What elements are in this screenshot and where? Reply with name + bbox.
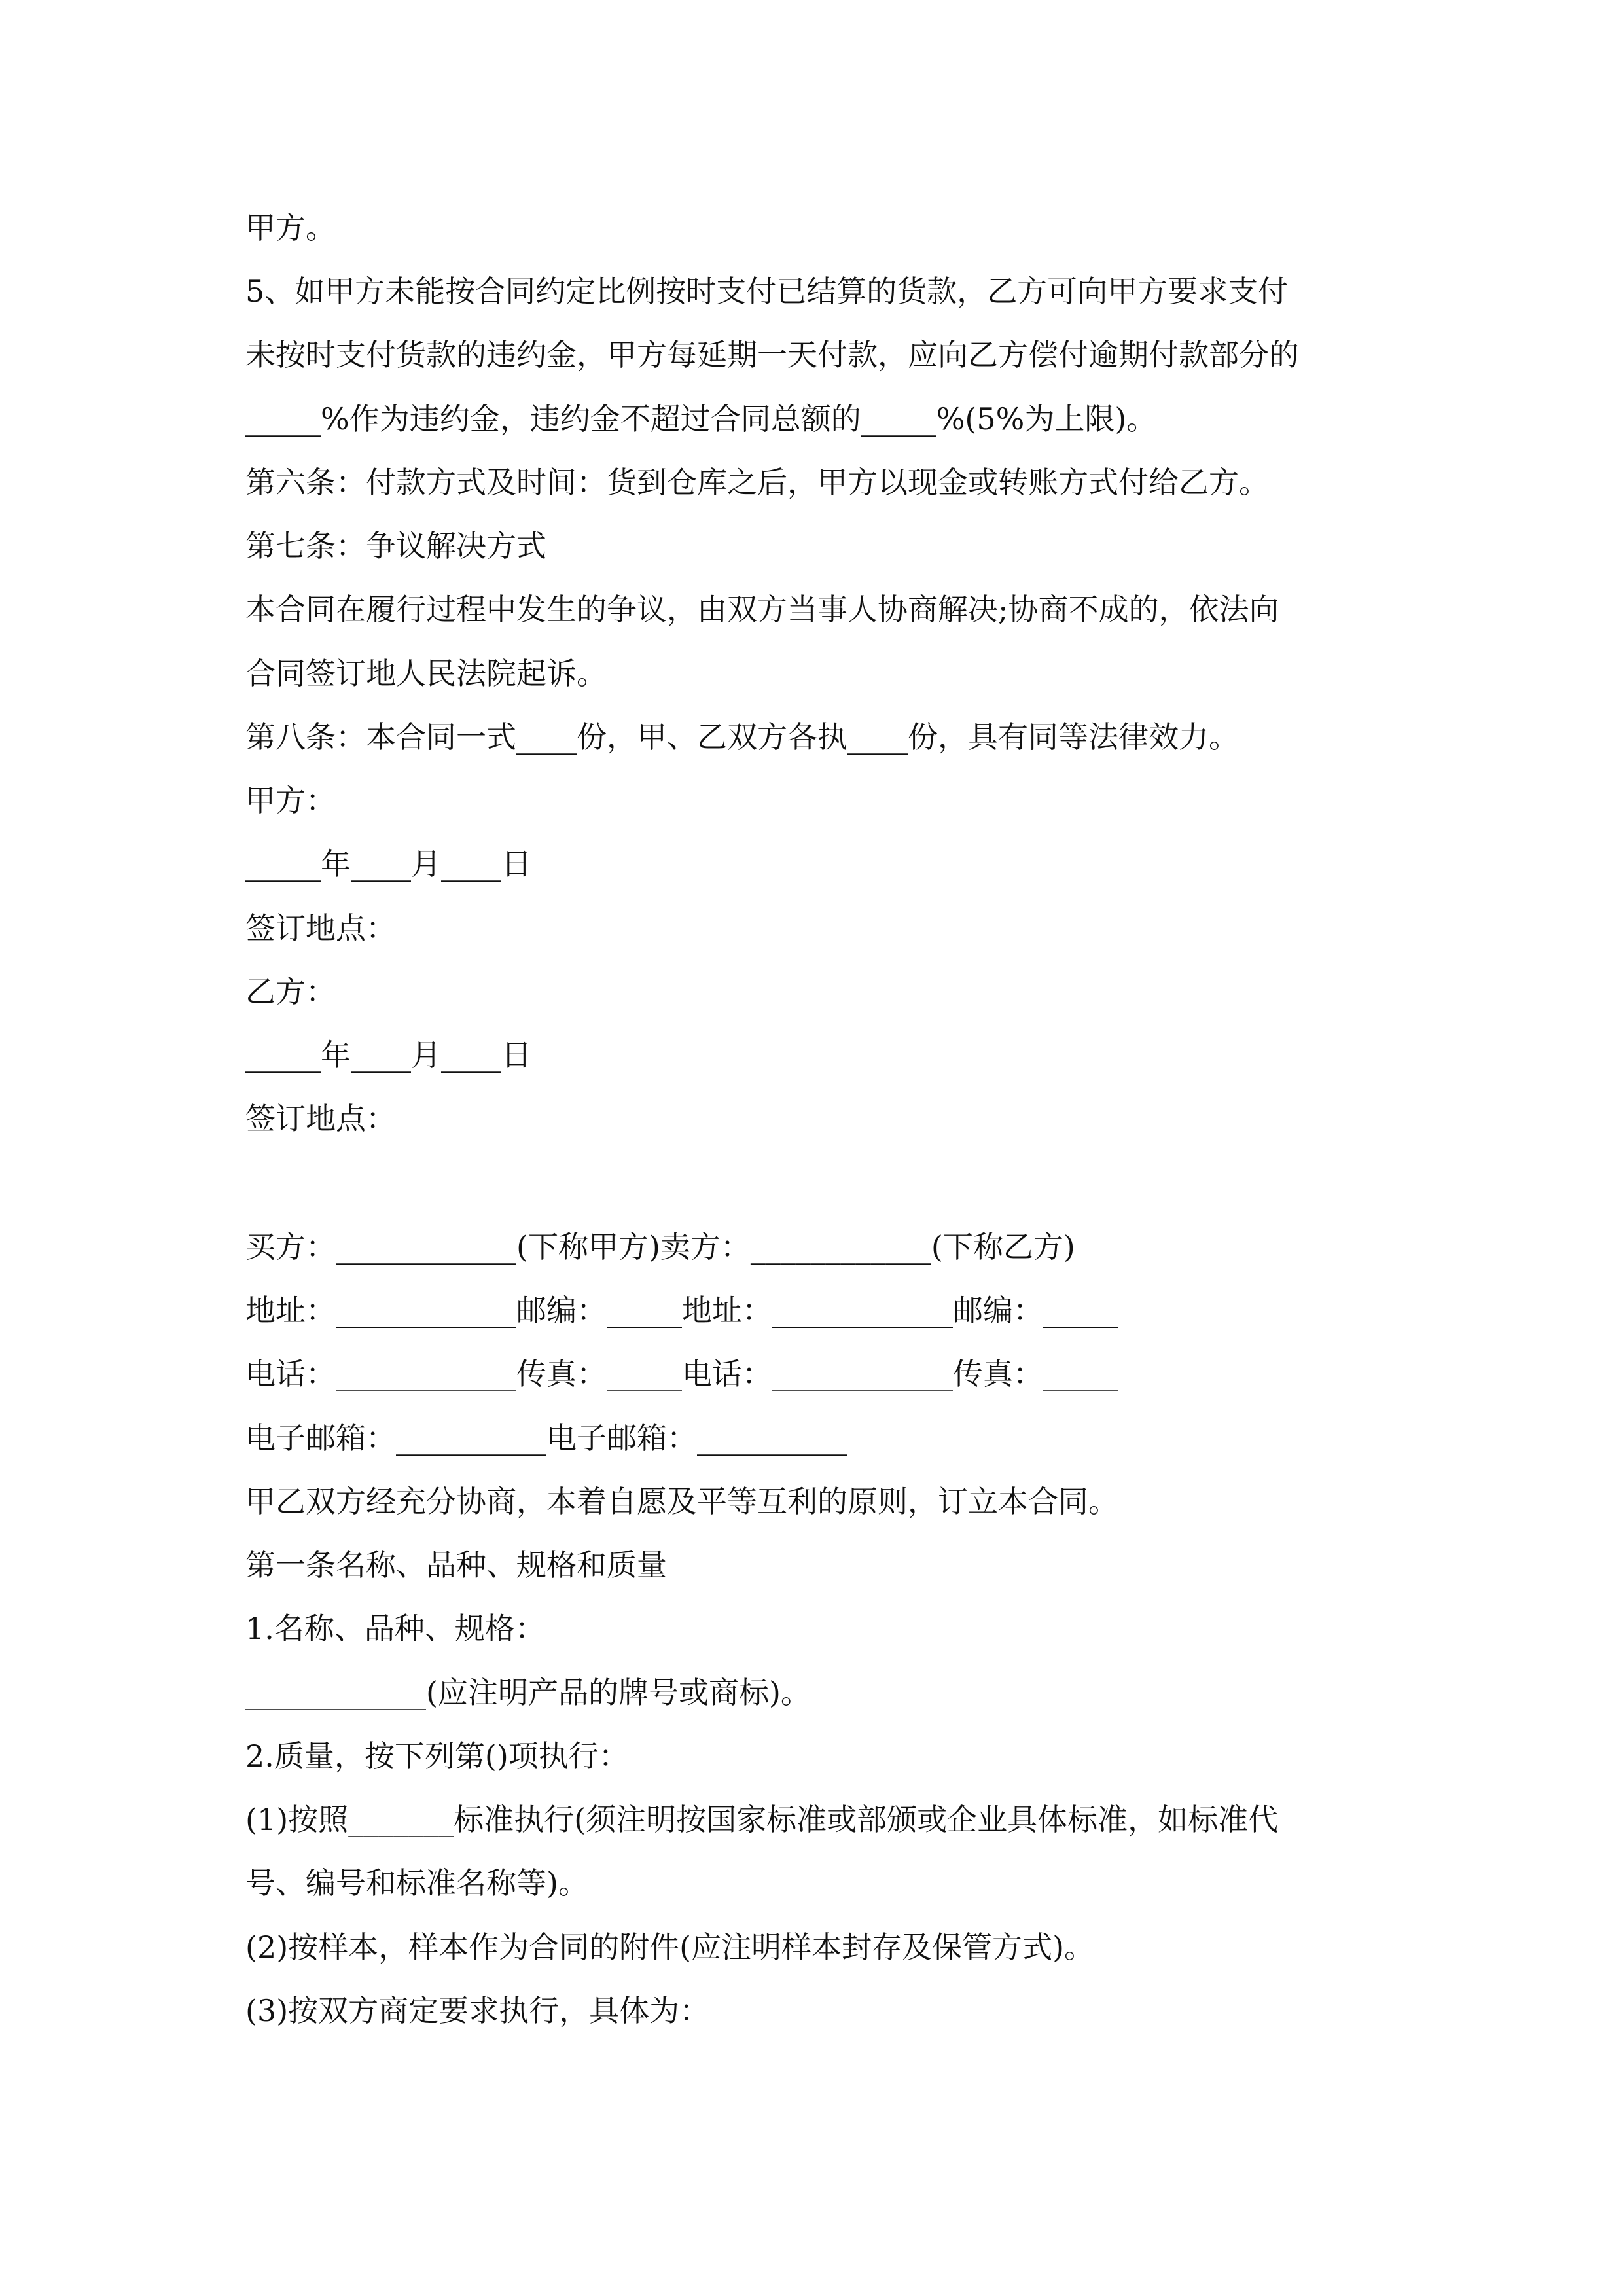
text-line: 第八条：本合同一式____份，甲、乙双方各执____份，具有同等法律效力。 <box>245 719 1239 755</box>
text-line: 地址：____________邮编：_____地址：____________邮编：_____ <box>245 1293 1118 1328</box>
text-line: 电子邮箱：__________电子邮箱：__________ <box>245 1420 847 1456</box>
text-line: 甲乙双方经充分协商，本着自愿及平等互利的原则，订立本合同。 <box>245 1484 1118 1519</box>
text-line: 2.质量，按下列第()项执行： <box>245 1738 629 1774</box>
text-line: 乙方： <box>245 974 336 1009</box>
text-line: ____________(应注明产品的牌号或商标)。 <box>245 1675 811 1710</box>
text-line: _____年____月____日 <box>245 846 531 882</box>
text-line: 5、如甲方未能按合同约定比例按时支付已结算的货款，乙方可向甲方要求支付 <box>245 274 1289 309</box>
text-line: 号、编号和标准名称等)。 <box>245 1865 588 1901</box>
text-line: 甲方。 <box>245 210 336 245</box>
text-line: (3)按双方商定要求执行，具体为： <box>245 1993 710 2028</box>
text-line: 电话：____________传真：_____电话：____________传真：_____ <box>245 1356 1118 1391</box>
text-line: 本合同在履行过程中发生的争议，由双方当事人协商解决;协商不成的，依法向 <box>245 592 1279 627</box>
text-line: 甲方： <box>245 783 336 818</box>
text-line: 1.名称、品种、规格： <box>245 1611 545 1646</box>
text-line: _____年____月____日 <box>245 1037 531 1073</box>
text-line: _____%作为违约金，违约金不超过合同总额的_____%(5%为上限)。 <box>245 401 1157 437</box>
text-line: 第一条名称、品种、规格和质量 <box>245 1547 667 1583</box>
text-line: 未按时支付货款的违约金，甲方每延期一天付款，应向乙方偿付逾期付款部分的 <box>245 337 1299 372</box>
text-line: (1)按照_______标准执行(须注明按国家标准或部颁或企业具体标准，如标准代 <box>245 1802 1279 1837</box>
text-line: 第七条：争议解决方式 <box>245 528 546 564</box>
text-line: 买方：____________(下称甲方)卖方：____________(下称乙方) <box>245 1229 1075 1265</box>
text-line: (2)按样本，样本作为合同的附件(应注明样本封存及保管方式)。 <box>245 1929 1095 1965</box>
text-line: 合同签订地人民法院起诉。 <box>245 656 607 691</box>
text-line: 第六条：付款方式及时间：货到仓库之后，甲方以现金或转账方式付给乙方。 <box>245 465 1269 500</box>
text-line: 签订地点： <box>245 910 396 946</box>
text-line: 签订地点： <box>245 1101 396 1136</box>
